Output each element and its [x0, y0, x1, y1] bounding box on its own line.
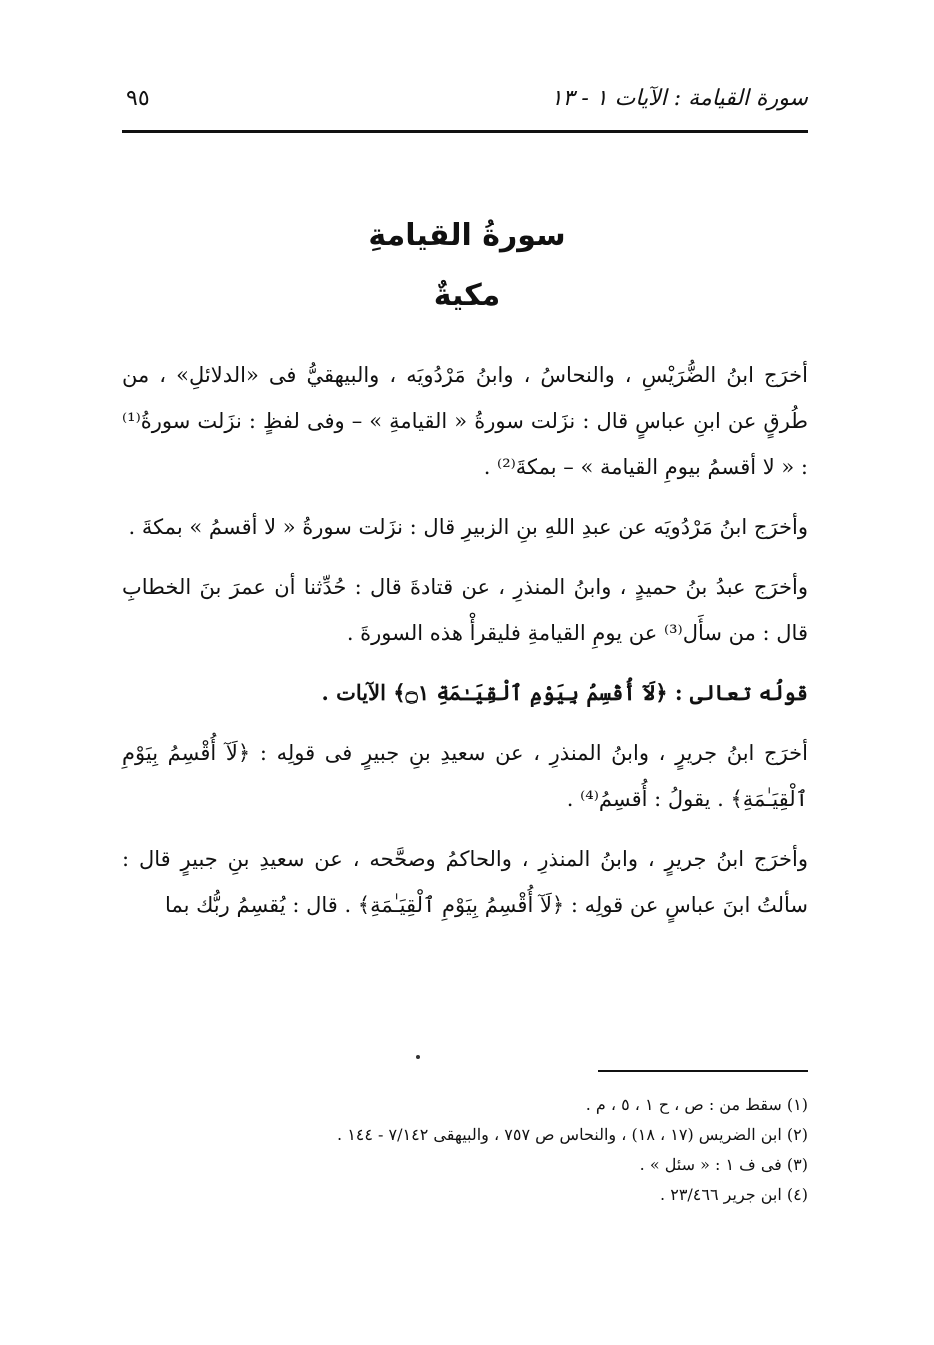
surah-type: مكيةٌ	[433, 278, 501, 313]
footnote: (٢) ابن الضريس (١٧ ، ١٨) ، والنحاس ص ٧٥٧ ، والبيهقى ٧/١٤٢ - ١٤٤ .	[337, 1125, 808, 1144]
header-rule	[122, 130, 808, 133]
footnote: (٣) فى ف ١ : « سئل » .	[639, 1155, 808, 1174]
paragraph: أخرَج ابنُ الضُّرَيْسِ ، والنحاسُ ، وابنُ مَرْدُويَه ، والبيهقيُّ فى «الدلائلِ» ، من طُرقٍ عن ابنِ عباسٍ قال : نزَلت سورةُ « القيامةِ » – وفى لفظٍ : نزَلت سورةُ⁽¹⁾ : « لا أقسمُ بيومِ القيامة » – بمكةَ⁽²⁾ .	[122, 363, 808, 479]
footnote: (١) سقط من : ص ، ح ١ ، ٥ ، م .	[585, 1095, 808, 1114]
paragraph: أخرَج ابنُ جريرٍ ، وابنُ المنذرِ ، عن سعيدِ بنِ جبيرٍ فى قولِه : ﴿لَآ أُقْسِمُ بِيَوْمِ ٱلْقِيَـٰمَةِ﴾ . يقولُ : أُقسِمُ⁽⁴⁾ .	[122, 741, 808, 811]
page-number: ٩٥	[126, 86, 150, 111]
paragraph: وأخرَج عبدُ بنُ حميدٍ ، وابنُ المنذرِ ، عن قتادةَ قال : حُدِّثنا أن عمرَ بنَ الخطابِ قال : من سأَل⁽³⁾ عن يومِ القيامةِ فليقرأْ هذه السورةَ .	[122, 575, 808, 645]
running-header-title: سورة القيامة : الآيات ١ - ١٣	[550, 86, 808, 111]
scan-speck	[416, 1055, 420, 1059]
footnotes	[122, 1090, 808, 1210]
paragraph: وأخرَج ابنُ مَرْدُويَه عن عبدِ اللهِ بنِ الزبيرِ قال : نزَلت سورةُ « لا أقسمُ » بمكةَ .	[128, 515, 808, 539]
footnote-rule	[598, 1070, 808, 1072]
main-text	[122, 352, 808, 942]
running-header	[122, 86, 808, 126]
footnote: (٤) ابن جرير ٢٣/٤٦٦ .	[660, 1185, 808, 1204]
surah-title: سورةُ القيامةِ	[368, 218, 566, 253]
verse-heading: قولُه تعالى : ﴿لَآ أُقْسِمُ بِيَوْمِ ٱلْقِيَـٰمَةِ ۝١﴾ الآيات .	[321, 680, 808, 705]
paragraph: وأخرَج ابنُ جريرٍ ، وابنُ المنذرِ ، والحاكمُ وصحَّحه ، عن سعيدِ بنِ جبيرٍ قال : سألتُ ابنَ عباسٍ عن قولِه : ﴿لَآ أُقْسِمُ بِيَوْمِ ٱلْقِيَـٰمَةِ﴾ . قال : يُقسِمُ ربُّك بما	[122, 847, 808, 917]
